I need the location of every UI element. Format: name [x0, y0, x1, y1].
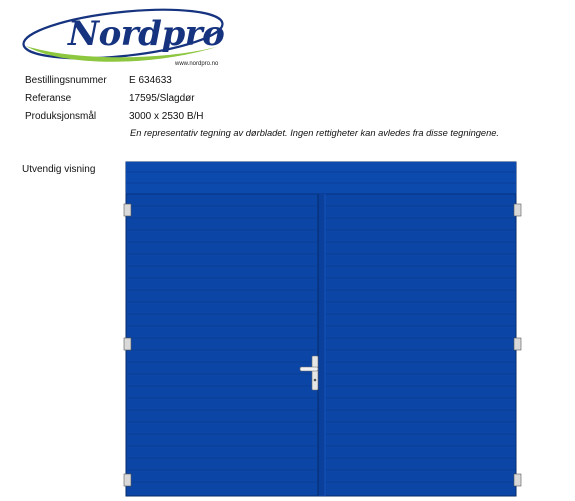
order-number-value: E 634633	[129, 74, 172, 86]
order-row	[25, 71, 204, 89]
door-drawing	[122, 160, 524, 498]
production-size-value: 3000 x 2530 B/H	[129, 110, 204, 122]
reference-label: Referanse	[25, 92, 72, 104]
order-info	[25, 71, 204, 125]
order-row	[25, 107, 204, 125]
nordpro-logo	[20, 6, 230, 68]
order-number-label: Bestillingsnummer	[25, 74, 107, 86]
production-size-label: Produksjonsmål	[25, 110, 97, 122]
exterior-view-label: Utvendig visning	[22, 164, 96, 175]
door-header-strip	[126, 162, 516, 194]
door-center-split	[318, 194, 325, 496]
reference-value: 17595/Slagdør	[129, 92, 195, 104]
disclaimer-text: En representativ tegning av dørbladet. Ingen rettigheter kan avledes fra disse tegningene.	[130, 128, 500, 138]
order-row	[25, 89, 204, 107]
logo-url: www.nordpro.no	[175, 61, 219, 67]
logo-wordmark: Nordpro	[68, 14, 225, 54]
